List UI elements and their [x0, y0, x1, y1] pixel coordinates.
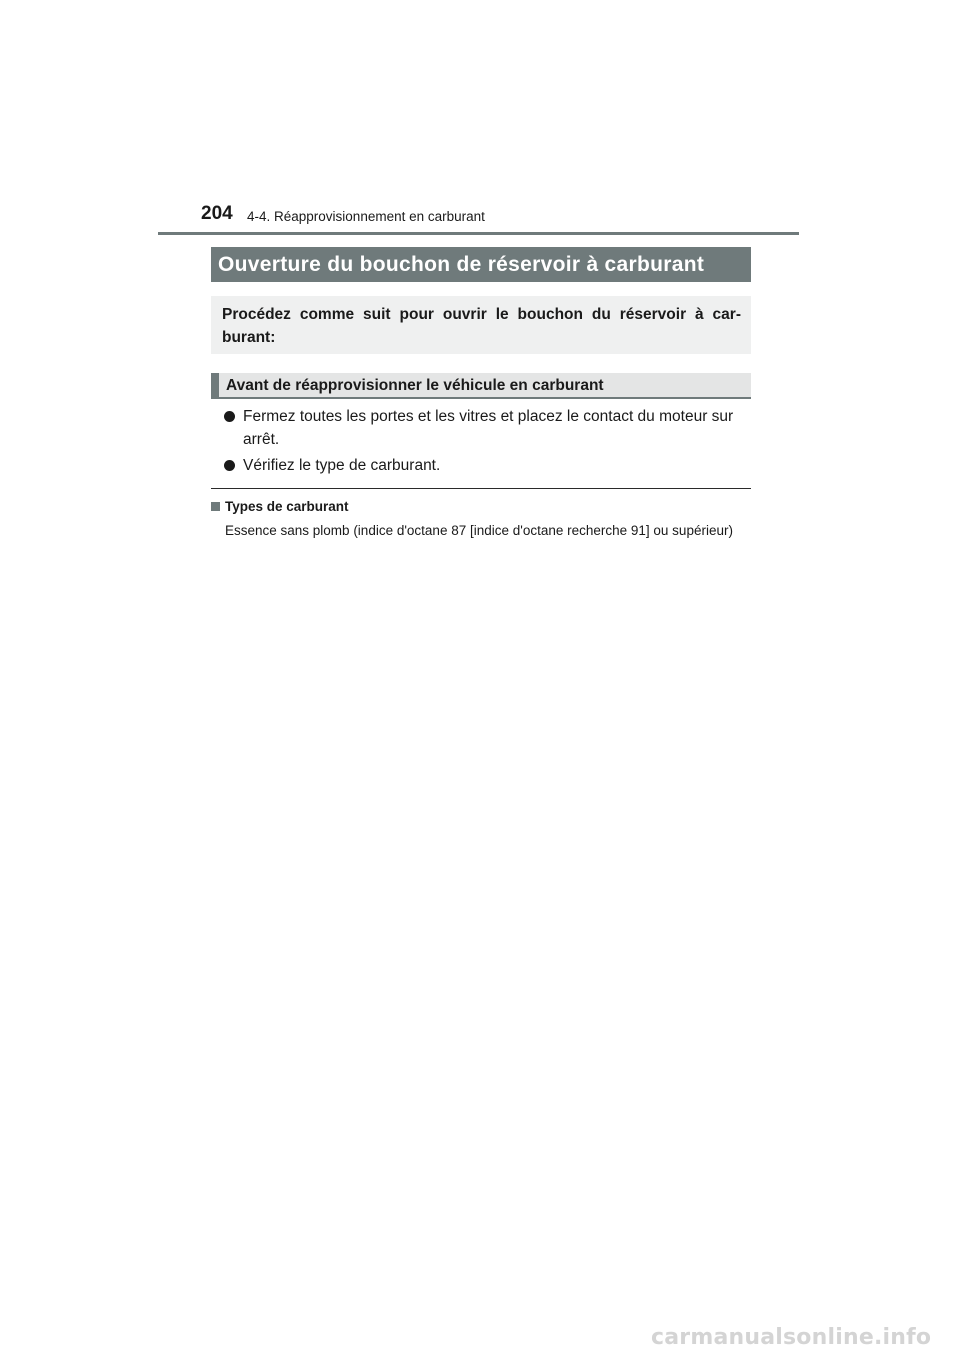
- list-item: [224, 454, 748, 477]
- page-number: 204: [201, 203, 233, 224]
- list-item: [224, 405, 748, 451]
- section-title: Ouverture du bouchon de réservoir à carburant: [211, 247, 751, 282]
- bullet-text: Vérifiez le type de carburant.: [243, 457, 441, 474]
- divider: [211, 488, 751, 489]
- bullet-icon: [224, 460, 235, 471]
- subsection-heading: [211, 373, 751, 399]
- note-heading: [211, 498, 747, 516]
- intro-text: Procédez comme suit pour ouvrir le bouchon du réservoir à car-burant:: [222, 306, 741, 346]
- bullet-text: Fermez toutes les portes et les vitres et placez le contact du moteur sur arrêt.: [243, 408, 734, 448]
- note-body: Essence sans plomb (indice d'octane 87 [indice d'octane recherche 91] ou supérieur): [225, 523, 733, 538]
- subsection-accent: [211, 373, 219, 397]
- square-icon: [211, 502, 220, 511]
- intro-box: [211, 296, 751, 354]
- bullet-list: [224, 405, 748, 480]
- subsection-title: Avant de réapprovisionner le véhicule en carburant: [226, 377, 604, 394]
- watermark-text: carmanualsonline.info: [651, 1325, 932, 1350]
- note-title: Types de carburant: [225, 499, 349, 514]
- watermark: [651, 1325, 951, 1351]
- header-rule: [158, 232, 799, 235]
- bullet-icon: [224, 411, 235, 422]
- chapter-title: 4-4. Réapprovisionnement en carburant: [247, 209, 485, 224]
- note-section: [211, 498, 747, 541]
